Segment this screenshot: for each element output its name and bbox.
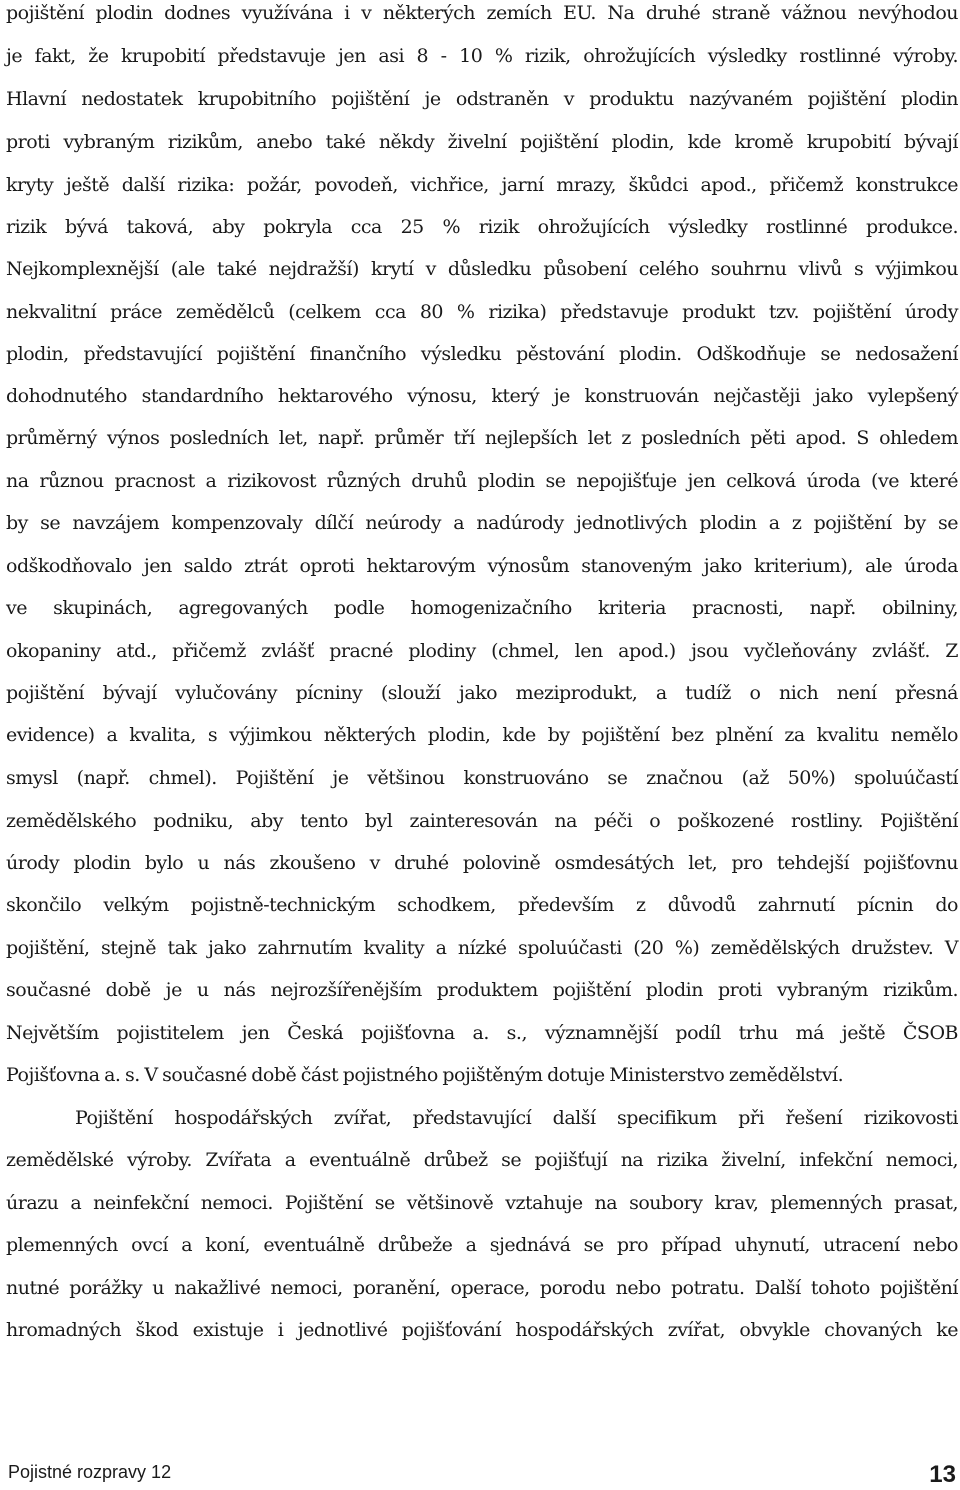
text-line: plemenných ovcí a koní, eventuálně drůbeže a sjednává se pro případ uhynutí, utracení nebo xyxy=(6,1234,958,1256)
text-line: pojištění plodin dodnes využívána i v některých zemích EU. Na druhé straně vážnou nevýhodou xyxy=(6,2,958,24)
text-line: zemědělského podniku, aby tento byl zainteresován na péči o poškozené rostliny. Pojištění xyxy=(6,810,958,832)
text-line: Pojištění hospodářských zvířat, představující další specifikum při řešení rizikovosti xyxy=(75,1107,958,1129)
text-line: je fakt, že krupobití představuje jen asi 8 - 10 % rizik, ohrožujících výsledky rostlinné výroby. xyxy=(6,45,958,67)
text-line: nekvalitní práce zemědělců (celkem cca 80 % rizika) představuje produkt tzv. pojištění úrody xyxy=(6,301,958,323)
text-line: plodin, představující pojištění finančního výsledku pěstování plodin. Odškodňuje se nedosažení xyxy=(6,343,958,365)
text-line: evidence) a kvalita, s výjimkou některých plodin, kde by pojištění bez plnění za kvalitu nemělo xyxy=(6,724,958,746)
text-line: zemědělské výroby. Zvířata a eventuálně drůbež se pojišťují na rizika živelní, infekční nemoci, xyxy=(6,1149,958,1171)
text-line: nutné porážky u nakažlivé nemoci, poranění, operace, porodu nebo potratu. Další tohoto pojištění xyxy=(6,1277,958,1299)
text-line: hromadných škod existuje i jednotlivé pojišťování hospodářských zvířat, obvykle chovaných ke xyxy=(6,1319,958,1341)
text-line: Největším pojistitelem jen Česká pojišťovna a. s., významnější podíl trhu má ještě ČSOB xyxy=(6,1022,958,1044)
text-line: na různou pracnost a rizikovost různých druhů plodin se nepojišťuje jen celková úroda (ve které xyxy=(6,470,958,492)
text-line: Hlavní nedostatek krupobitního pojištění je odstraněn v produktu nazývaném pojištění plodin xyxy=(6,88,958,110)
text-line: rizik bývá taková, aby pokryla cca 25 % rizik ohrožujících výsledky rostlinné produkce. xyxy=(6,216,958,238)
page-number: 13 xyxy=(929,1461,956,1488)
text-line: skončilo velkým pojistně-technickým schodkem, především z důvodů zahrnutí pícnin do xyxy=(6,894,958,916)
text-line: okopaniny atd., přičemž zvlášť pracné plodiny (chmel, len apod.) jsou vyčleňovány zvlášť. Z xyxy=(6,640,958,662)
text-line: odškodňovalo jen saldo ztrát oproti hektarovým výnosům stanoveným jako kriterium), ale úroda xyxy=(6,555,958,577)
text-line: Pojišťovna a. s. V současné době část pojistného pojištěným dotuje Ministerstvo zemědělství. xyxy=(6,1064,844,1086)
footer-publication: Pojistné rozpravy 12 xyxy=(8,1462,172,1482)
text-line: proti vybraným rizikům, anebo také někdy živelní pojištění plodin, kde kromě krupobití bývají xyxy=(6,131,958,153)
text-line: ve skupinách, agregovaných podle homogenizačního kriteria pracnosti, např. obilniny, xyxy=(6,597,958,619)
text-line: dohodnutého standardního hektarového výnosu, který je konstruován nejčastěji jako vylepšený xyxy=(6,385,958,407)
text-line: průměrný výnos posledních let, např. průměr tří nejlepších let z posledních pěti apod. S ohledem xyxy=(6,427,958,449)
text-line: Nejkomplexnější (ale také nejdražší) krytí v důsledku působení celého souhrnu vlivů s výjimkou xyxy=(6,258,958,280)
text-line: pojištění bývají vylučovány pícniny (slouží jako meziprodukt, a tudíž o nich není přesná xyxy=(6,682,958,704)
text-line: současné době je u nás nejrozšířenějším produktem pojištění plodin proti vybraným rizikům. xyxy=(6,979,958,1001)
text-line: by se navzájem kompenzovaly dílčí neúrody a nadúrody jednotlivých plodin a z pojištění by se xyxy=(6,512,958,534)
text-line: smysl (např. chmel). Pojištění je většinou konstruováno se značnou (až 50%) spoluúčastí xyxy=(6,767,958,789)
text-line: úrody plodin bylo u nás zkoušeno v druhé polovině osmdesátých let, pro tehdejší pojišťovnu xyxy=(6,852,958,874)
text-line: kryty ještě další rizika: požár, povodeň, vichřice, jarní mrazy, škůdci apod., přičemž konstrukce xyxy=(6,174,958,196)
text-line: úrazu a neinfekční nemoci. Pojištění se většinově vztahuje na soubory krav, plemenných prasat, xyxy=(6,1192,958,1214)
text-line: pojištění, stejně tak jako zahrnutím kvality a nízké spoluúčasti (20 %) zemědělských družstev. V xyxy=(6,937,958,959)
